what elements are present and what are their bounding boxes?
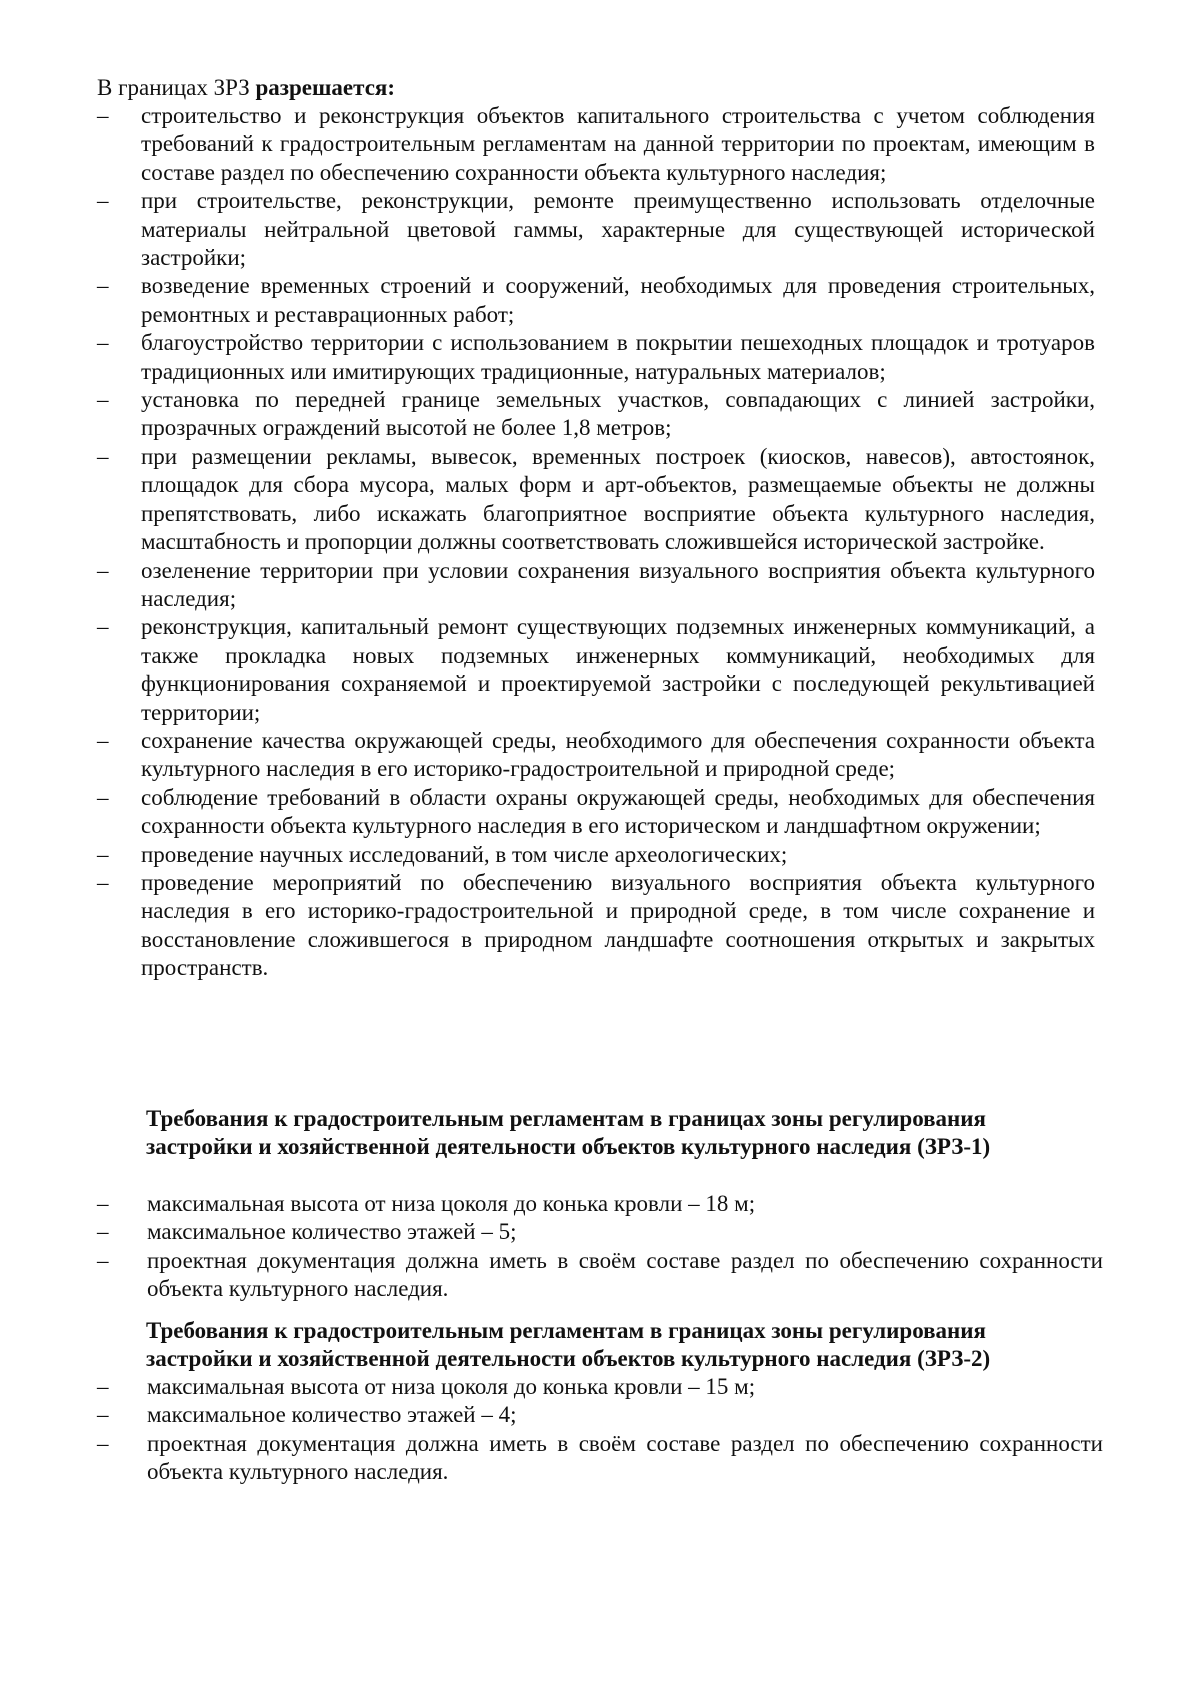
list-item-text: при размещении рекламы, вывесок, временных построек (киосков, навесов), автостоянок, площадок для сбора мусора, малых форм и арт-объектов, размещаемые объекты не должны препятствовать, либо искажать благоприятное восприятие объекта культурного наследия, масштабность и пропорции должны соответствовать сложившейся исторической застройке. bbox=[141, 443, 1095, 555]
zrz2-requirements-list bbox=[97, 1373, 1103, 1487]
list-dash: – bbox=[97, 869, 109, 895]
list-dash: – bbox=[97, 1402, 109, 1428]
list-dash: – bbox=[97, 188, 109, 214]
list-item bbox=[97, 869, 1095, 983]
list-item-text: максимальное количество этажей – 5; bbox=[147, 1219, 517, 1245]
list-dash: – bbox=[97, 103, 109, 128]
heading-line: застройки и хозяйственной деятельности объектов культурного наследия (ЗРЗ-2) bbox=[146, 1346, 991, 1372]
list-item-text: при строительстве, реконструкции, ремонте преимущественно использовать отделочные материалы нейтральной цветовой гаммы, характерные для существующей исторической застройки; bbox=[141, 188, 1095, 271]
list-item bbox=[97, 1190, 1103, 1218]
list-item bbox=[97, 272, 1095, 329]
list-item-text: строительство и реконструкция объектов капитального строительства с учетом соблюдения требований к градостроительным регламентам на данной территории по проектам, имеющим в составе раздел по обеспечению сохранности объекта культурного наследия; bbox=[141, 103, 1095, 185]
list-item bbox=[97, 1247, 1103, 1304]
list-item-text: соблюдение требований в области охраны окружающей среды, необходимых для обеспечения сохранности объекта культурного наследия в его историческом и ландшафтном окружении; bbox=[141, 784, 1095, 839]
list-item bbox=[97, 1430, 1103, 1487]
heading-line: Требования к градостроительным регламентам в границах зоны регулирования bbox=[146, 1106, 987, 1131]
intro-prefix: В границах ЗРЗ bbox=[97, 75, 256, 100]
list-item-text: благоустройство территории с использованием в покрытии пешеходных площадок и тротуаров традиционных или имитирующих традиционные, натуральных материалов; bbox=[141, 330, 1095, 384]
list-item bbox=[97, 841, 1095, 869]
list-item-text: проектная документация должна иметь в своём составе раздел по обеспечению сохранности объекта культурного наследия. bbox=[147, 1247, 1103, 1302]
section-heading-zrz2 bbox=[146, 1317, 1106, 1374]
list-item bbox=[97, 443, 1095, 557]
heading-line: застройки и хозяйственной деятельности объектов культурного наследия (ЗРЗ-1) bbox=[146, 1134, 991, 1160]
list-item bbox=[97, 329, 1095, 386]
list-dash: – bbox=[97, 330, 109, 356]
list-item-text: проведение научных исследований, в том числе археологических; bbox=[141, 841, 788, 867]
list-dash: – bbox=[97, 443, 109, 469]
list-dash: – bbox=[97, 614, 109, 640]
intro-line bbox=[97, 74, 1097, 102]
list-dash: – bbox=[97, 784, 109, 810]
list-item-text: озеленение территории при условии сохранения визуального восприятия объекта культурного наследия; bbox=[141, 557, 1095, 611]
list-item-text: максимальная высота от низа цоколя до конька кровли – 15 м; bbox=[147, 1374, 756, 1399]
list-item bbox=[97, 102, 1095, 187]
list-dash: – bbox=[97, 557, 109, 583]
heading-line: Требования к градостроительным регламентам в границах зоны регулирования bbox=[146, 1318, 987, 1343]
list-item-text: максимальная высота от низа цоколя до конька кровли – 18 м; bbox=[147, 1191, 756, 1216]
list-item-text: реконструкция, капитальный ремонт существующих подземных инженерных коммуникаций, а также прокладка новых подземных инженерных коммуникаций, необходимых для функционирования сохраняемой и проектируемой застройки с последующей рекультивацией территории; bbox=[141, 614, 1095, 725]
list-item-text: максимальное количество этажей – 4; bbox=[147, 1402, 517, 1428]
list-item-text: сохранение качества окружающей среды, необходимого для обеспечения сохранности объекта культурного наследия в его историко-градостроительной и природной среде; bbox=[141, 727, 1095, 782]
list-item bbox=[97, 187, 1095, 272]
list-item bbox=[97, 557, 1095, 614]
list-item-text: проектная документация должна иметь в своём составе раздел по обеспечению сохранности объекта культурного наследия. bbox=[147, 1430, 1103, 1485]
list-dash: – bbox=[97, 387, 109, 413]
list-dash: – bbox=[97, 1430, 109, 1456]
list-dash: – bbox=[97, 1191, 109, 1216]
list-item bbox=[97, 784, 1095, 841]
list-dash: – bbox=[97, 1247, 109, 1273]
list-dash: – bbox=[97, 273, 109, 299]
list-item bbox=[97, 1401, 1103, 1429]
list-item-text: установка по передней границе земельных участков, совпадающих с линией застройки, прозрачных ограждений высотой не более 1,8 метров; bbox=[141, 387, 1095, 441]
list-item bbox=[97, 1373, 1103, 1401]
allowed-list bbox=[97, 102, 1095, 983]
list-item-text: проведение мероприятий по обеспечению визуального восприятия объекта культурного наследия в его историко-градостроительной и природной среде, в том числе сохранение и восстановление сложившегося в природном ландшафте соотношения открытых и закрытых пространств. bbox=[141, 869, 1095, 981]
list-item bbox=[97, 1218, 1103, 1246]
list-dash: – bbox=[97, 727, 109, 753]
intro-bold: разрешается: bbox=[255, 75, 396, 100]
list-dash: – bbox=[97, 1374, 109, 1399]
list-item-text: возведение временных строений и сооружений, необходимых для проведения строительных, ремонтных и реставрационных работ; bbox=[141, 273, 1095, 327]
list-item bbox=[97, 727, 1095, 784]
list-dash: – bbox=[97, 841, 109, 867]
list-item bbox=[97, 386, 1095, 443]
list-dash: – bbox=[97, 1219, 109, 1245]
zrz1-requirements-list bbox=[97, 1190, 1103, 1304]
list-item bbox=[97, 613, 1095, 727]
section-heading-zrz1 bbox=[146, 1105, 1106, 1162]
